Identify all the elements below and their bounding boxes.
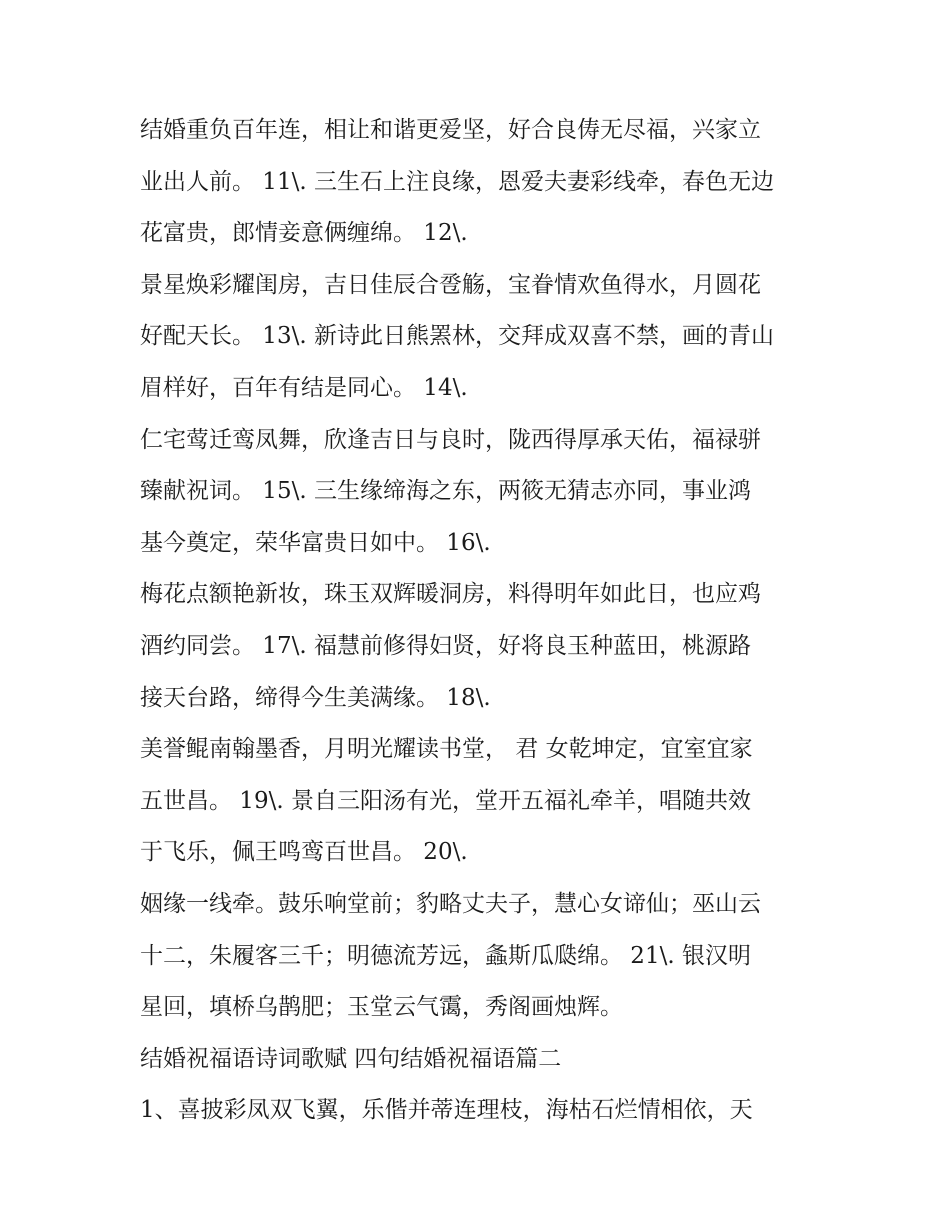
section-heading: 结婚祝福语诗词歌赋 四句结婚祝福语篇二 <box>140 1045 562 1072</box>
document-text <box>140 105 830 1137</box>
text-line: 好配天长。 13\. 新诗此日熊罴林，交拜成双喜不禁，画的青山 <box>140 323 774 350</box>
text-line: 十二，朱履客三千；明德流芳远，螽斯瓜瓞绵。 21\. 银汉明 <box>140 942 751 969</box>
text-line: 星回，填桥乌鹊肥；玉堂云气霭，秀阁画烛辉。 <box>140 994 623 1021</box>
text-line: 臻献祝词。 15\. 三生缘缔海之东，两筱无猜志亦同，事业鸿 <box>140 478 751 505</box>
text-line: 于飞乐，佩王鸣鸾百世昌。 20\. <box>140 839 468 866</box>
text-line: 花富贵，郎情妾意俩缠绵。 12\. <box>140 220 468 247</box>
text-line: 业出人前。 11\. 三生石上注良缘，恩爱夫妻彩线牵，春色无边 <box>140 168 774 195</box>
text-line: 梅花点额艳新妆，珠玉双辉暖洞房，料得明年如此日，也应鸡 <box>140 581 761 608</box>
text-line: 景星焕彩耀闺房，吉日佳辰合卺觞，宝眷情欢鱼得水，月圆花 <box>140 271 761 298</box>
text-line: 基今奠定，荣华富贵日如中。 16\. <box>140 529 491 556</box>
text-line: 结婚重负百年连，相让和谐更爱坚，好合良俦无尽福，兴家立 <box>140 117 761 143</box>
text-line: 接天台路，缔得今生美满缘。 18\. <box>140 684 491 711</box>
text-line: 1、喜披彩凤双飞翼，乐偕并蒂连理枝，海枯石烂情相依，天 <box>140 1097 753 1124</box>
text-line: 眉样好，百年有结是同心。 14\. <box>140 374 468 401</box>
text-line: 仁宅莺迁鸾凤舞，欣逢吉日与良时，陇西得厚承天佑，福禄骈 <box>140 426 761 453</box>
text-line: 五世昌。 19\. 景自三阳汤有光，堂开五福礼牵羊，唱随共效 <box>140 787 751 814</box>
text-line: 姻缘一线牵。鼓乐响堂前；豹略丈夫子，慧心女谛仙；巫山云 <box>140 890 761 917</box>
text-line: 酒约同尝。 17\. 福慧前修得妇贤，好将良玉种蓝田，桃源路 <box>140 632 751 659</box>
text-line: 美誉鲲南翰墨香，月明光耀读书堂， 君 女乾坤定，宜室宜家 <box>140 736 753 763</box>
